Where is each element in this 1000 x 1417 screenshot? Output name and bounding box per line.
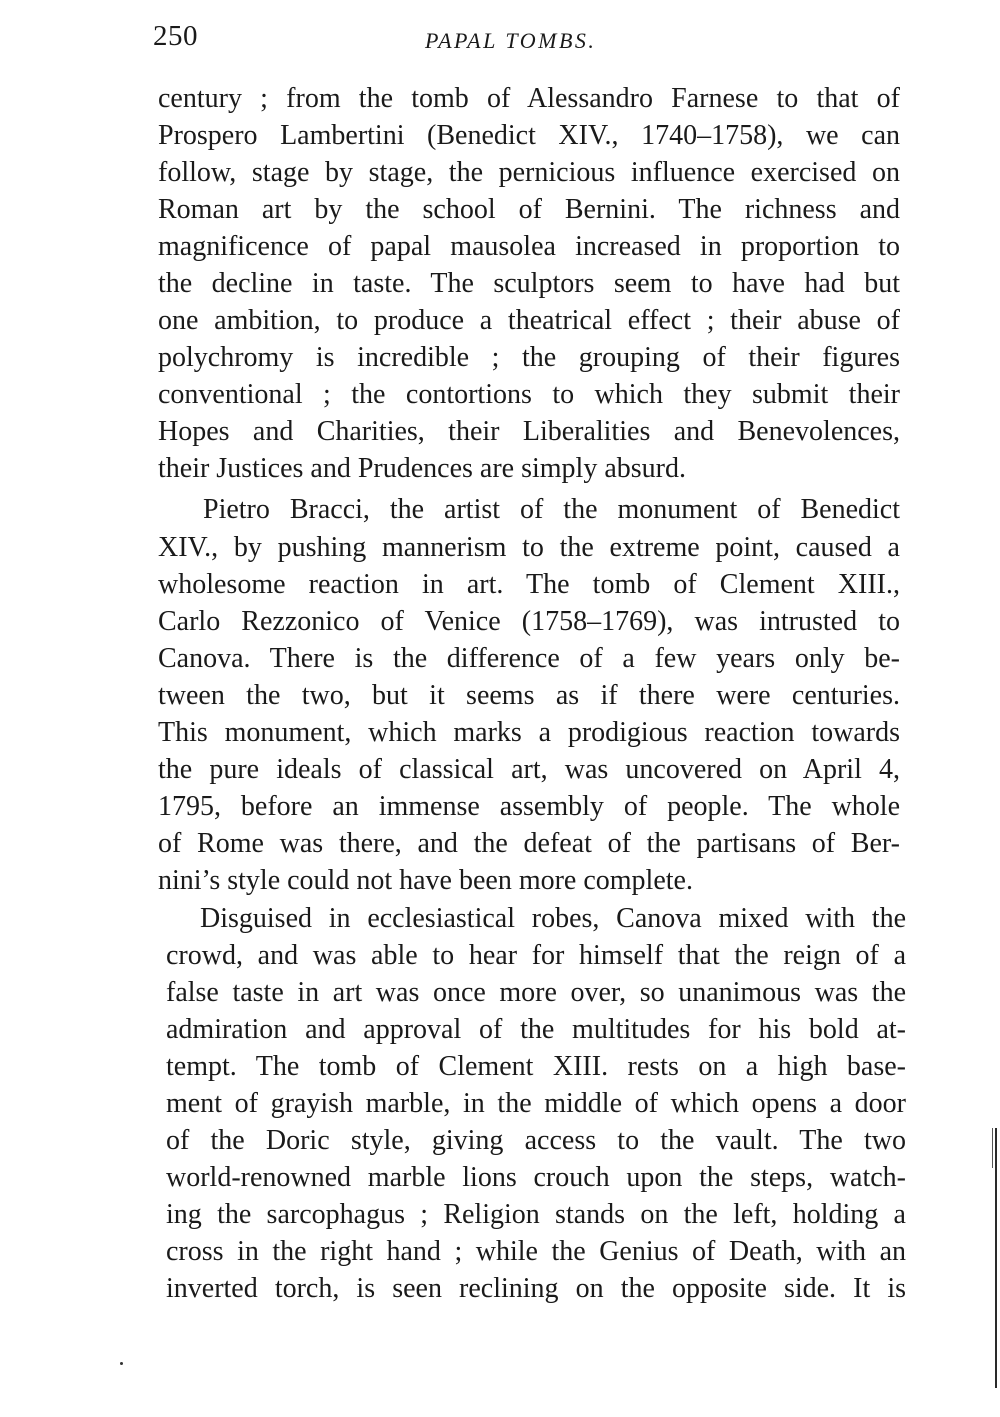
text-line: wholesome reaction in art. The tomb of Clement XIII.,	[158, 569, 900, 600]
text-line: Carlo Rezzonico of Venice (1758–1769), was intrusted to	[158, 606, 900, 637]
text-line: the pure ideals of classical art, was uncovered on April 4,	[158, 754, 900, 785]
text-line: inverted torch, is seen reclining on the opposite side. It is	[166, 1273, 906, 1304]
text-line: ment of grayish marble, in the middle of which opens a door	[166, 1088, 906, 1119]
text-line: Prospero Lambertini (Benedict XIV., 1740–1758), we can	[158, 120, 900, 151]
text-line: admiration and approval of the multitudes for his bold at-	[166, 1014, 906, 1045]
text-line: of Rome was there, and the defeat of the partisans of Ber-	[158, 828, 900, 859]
text-line: conventional ; the contortions to which they submit their	[158, 379, 900, 410]
text-line: Roman art by the school of Bernini. The richness and	[158, 194, 900, 225]
text-line: the decline in taste. The sculptors seem to have had but	[158, 268, 900, 299]
text-line: magnificence of papal mausolea increased in proportion to	[158, 231, 900, 262]
text-line: This monument, which marks a prodigious reaction towards	[158, 717, 900, 748]
text-line: ing the sarcophagus ; Religion stands on the left, holding a	[166, 1199, 906, 1230]
running-title: PAPAL TOMBS.	[425, 28, 597, 53]
text-line: one ambition, to produce a theatrical effect ; their abuse of	[158, 305, 900, 336]
text-line: Canova. There is the difference of a few years only be-	[158, 643, 900, 674]
text-line: their Justices and Prudences are simply absurd.	[158, 453, 686, 484]
scan-speck	[120, 1362, 123, 1365]
text-line: XIV., by pushing mannerism to the extreme point, caused a	[158, 532, 900, 563]
text-line: Pietro Bracci, the artist of the monument of Benedict	[203, 494, 900, 525]
text-line: crowd, and was able to hear for himself that the reign of a	[166, 940, 906, 971]
text-line: polychromy is incredible ; the grouping of their figures	[158, 342, 900, 373]
page-number: 250	[153, 20, 198, 52]
scan-edge-mark	[995, 1128, 997, 1388]
text-line: tempt. The tomb of Clement XIII. rests on a high base-	[166, 1051, 906, 1082]
text-line: false taste in art was once more over, so unanimous was the	[166, 977, 906, 1008]
text-line: tween the two, but it seems as if there were centuries.	[158, 680, 900, 711]
text-line: world-renowned marble lions crouch upon the steps, watch-	[166, 1162, 906, 1193]
scan-edge-mark	[992, 1128, 993, 1168]
text-line: follow, stage by stage, the pernicious influence exercised on	[158, 157, 900, 188]
text-line: century ; from the tomb of Alessandro Farnese to that of	[158, 83, 900, 114]
text-line: 1795, before an immense assembly of people. The whole	[158, 791, 900, 822]
text-line: Hopes and Charities, their Liberalities and Benevolences,	[158, 416, 900, 447]
text-line: of the Doric style, giving access to the vault. The two	[166, 1125, 906, 1156]
text-line: cross in the right hand ; while the Genius of Death, with an	[166, 1236, 906, 1267]
text-line: nini’s style could not have been more complete.	[158, 865, 693, 896]
text-line: Disguised in ecclesiastical robes, Canova mixed with the	[200, 903, 906, 934]
